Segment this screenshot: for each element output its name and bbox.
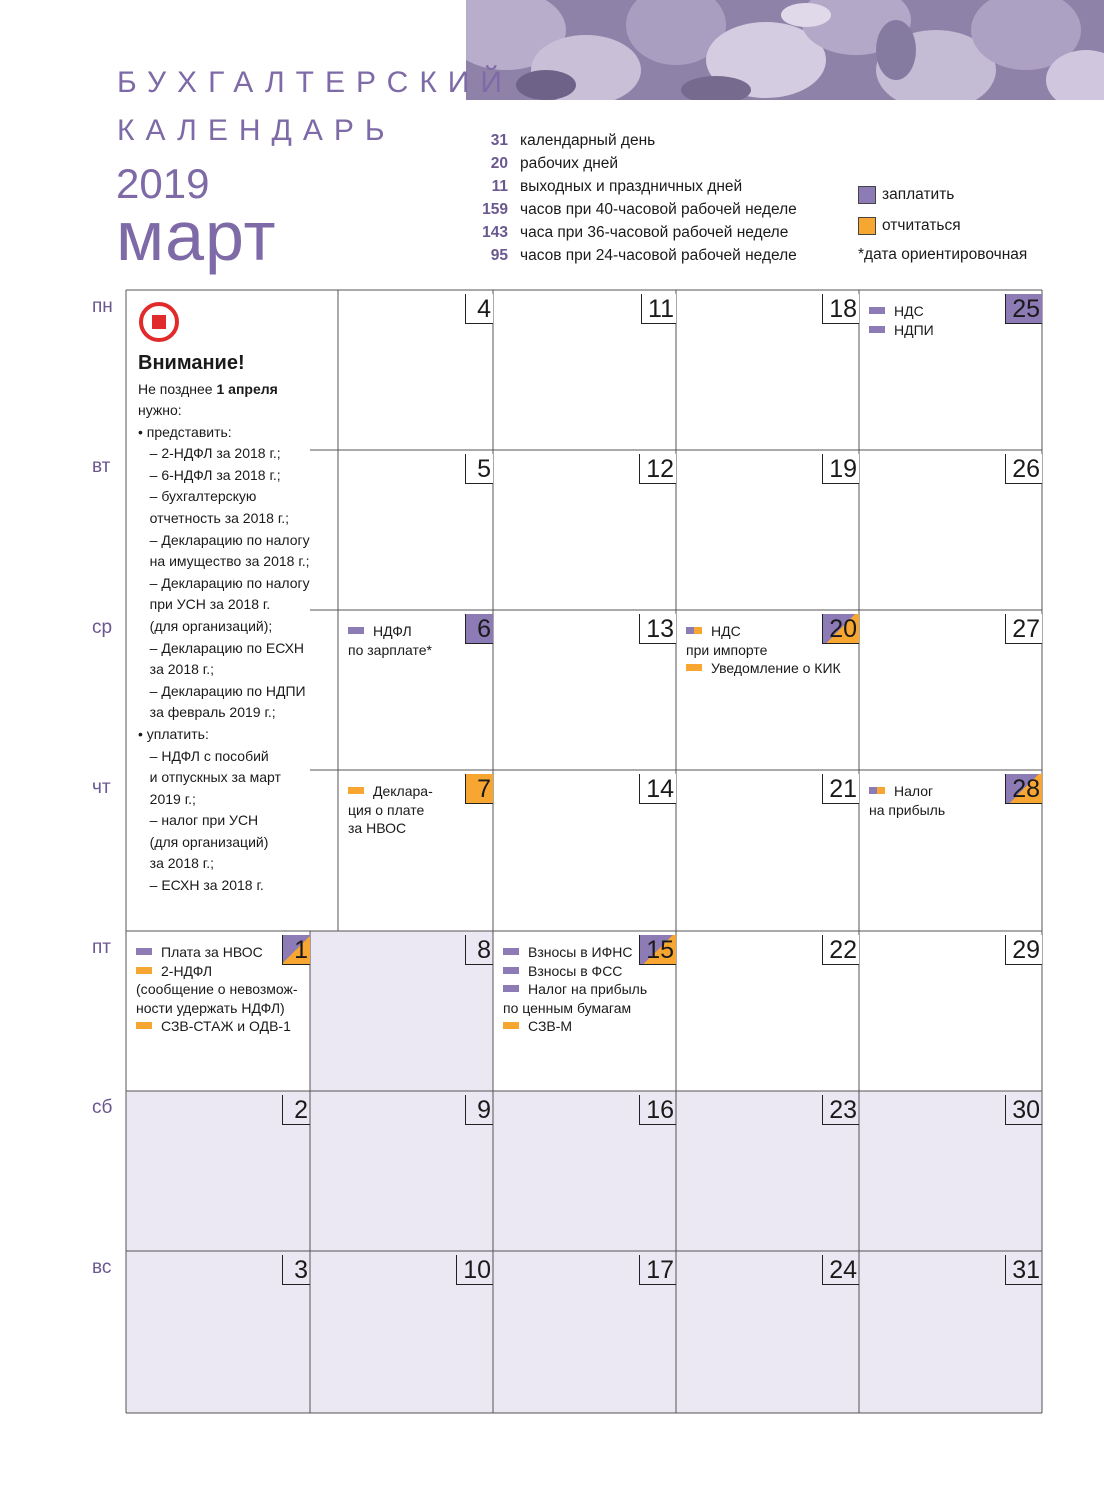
event-item	[503, 980, 647, 999]
event-text: Уведомление о КИК	[711, 660, 841, 676]
event-item	[136, 1017, 298, 1036]
event-item	[869, 782, 945, 801]
pay-marker-icon	[869, 326, 885, 333]
stat-label: рабочих дней	[520, 155, 619, 172]
report-marker-icon	[136, 1022, 152, 1029]
stat-label: выходных и праздничных дней	[520, 178, 743, 195]
event-text: НДС	[711, 623, 741, 639]
event-text: Плата за НВОС	[161, 944, 263, 960]
stat-number: 20	[490, 155, 508, 172]
day-cell-18	[676, 290, 859, 450]
day-number: 9	[465, 1095, 493, 1125]
stat-label: календарный день	[520, 132, 656, 149]
day-cell-24	[676, 1251, 859, 1413]
day-number: 20	[822, 614, 859, 644]
event-item	[348, 819, 433, 838]
day-cell-29	[859, 931, 1042, 1091]
dayname-wed: ср	[92, 617, 113, 638]
pay-marker-icon	[503, 948, 519, 955]
day-number: 25	[1005, 294, 1042, 324]
report-marker-icon	[136, 967, 152, 974]
day-number: 8	[465, 935, 493, 965]
stat-number: 31	[490, 132, 508, 149]
dayname-fri: пт	[92, 937, 111, 958]
dayname-mon: пн	[92, 296, 113, 317]
report-marker-icon	[348, 787, 364, 794]
day-cell-13	[493, 610, 676, 770]
day-cell-15	[493, 931, 676, 1091]
event-text: ности удержать НДФЛ)	[136, 999, 285, 1016]
stop-icon	[139, 302, 179, 342]
day-cell-26	[859, 450, 1042, 610]
event-text: Взносы в ФСС	[528, 962, 623, 979]
day-cell-21	[676, 770, 859, 931]
calendar-year: 2019	[116, 160, 210, 207]
event-text: (сообщение о невозмож-	[136, 981, 298, 997]
day-cell-27	[859, 610, 1042, 770]
day-events	[869, 302, 934, 339]
event-text: на прибыль	[869, 801, 946, 818]
event-text: Налог на прибыль	[528, 981, 648, 997]
day-number: 14	[639, 774, 676, 804]
legend-note: *дата ориентировочная	[858, 246, 1028, 263]
notice-title: Внимание!	[138, 352, 245, 374]
day-cell-5	[338, 450, 493, 610]
pay-marker-icon	[136, 948, 152, 955]
event-item	[348, 622, 432, 641]
day-cell-10	[310, 1251, 493, 1413]
day-number: 15	[639, 935, 676, 965]
day-cell-8	[310, 931, 493, 1091]
event-item	[503, 1017, 647, 1036]
day-number: 23	[822, 1095, 859, 1125]
day-cell-2	[126, 1091, 310, 1251]
event-text: 2-НДФЛ	[161, 962, 213, 979]
stat-label: часов при 24-часовой рабочей неделе	[520, 247, 797, 264]
day-cell-12	[493, 450, 676, 610]
report-marker-icon	[686, 664, 702, 671]
day-cell-28	[859, 770, 1042, 931]
notice-body: нужно: • представить: – 2-НДФЛ за 2018 г.; – 6-НДФЛ за 2018 г.; – бухгалтерскую отчетность за 2018 г.; – Декларацию по налогу на имущество за 2018 г.; – Декларацию по налогу при УСН за 2018 г. (для организаций); – Декларацию по ЕСХН за 2018 г.; – Декларацию по НДПИ за февраль 2019 г.; • уплатить: – НДФЛ с пособий и отпускных за март 2019 г.; – налог при УСН (для организаций) за 2018 г.; – ЕСХН за 2018 г.	[138, 402, 310, 894]
day-events	[503, 943, 647, 1036]
event-item	[136, 962, 298, 981]
dayname-thu: чт	[92, 777, 111, 798]
notice-lead-prefix: Не позднее	[138, 381, 217, 397]
event-text: при импорте	[686, 641, 768, 658]
stat-number: 11	[491, 178, 508, 195]
day-number: 22	[822, 935, 859, 965]
day-cell-20	[676, 610, 859, 770]
day-events	[686, 622, 841, 678]
day-number: 30	[1005, 1095, 1042, 1125]
day-cell-22	[676, 931, 859, 1091]
day-number: 3	[282, 1255, 310, 1285]
day-number: 7	[465, 774, 493, 804]
calendar-month: март	[116, 197, 277, 275]
day-number: 26	[1005, 454, 1042, 484]
day-events	[348, 622, 432, 659]
event-item	[503, 943, 647, 962]
day-number: 27	[1005, 614, 1042, 644]
notice-lead-date: 1 апреля	[216, 381, 278, 397]
stat-number: 143	[482, 224, 508, 241]
day-number: 19	[822, 454, 859, 484]
day-cell-11	[493, 290, 676, 450]
day-number: 16	[639, 1095, 676, 1125]
day-number: 29	[1005, 935, 1042, 965]
pay-report-marker-icon	[686, 627, 702, 634]
day-number: 18	[822, 294, 859, 324]
day-number: 11	[641, 294, 676, 324]
event-text: Деклара-	[373, 783, 433, 799]
event-text: НДС	[894, 303, 924, 319]
day-number: 10	[456, 1255, 493, 1285]
calendar-title-line2: КАЛЕНДАРЬ	[117, 114, 396, 147]
event-item	[686, 659, 841, 678]
day-cell-9	[310, 1091, 493, 1251]
event-text: Налог	[894, 783, 934, 799]
legend-report-label: отчитаться	[882, 217, 961, 234]
event-item	[503, 962, 647, 981]
event-item	[348, 801, 433, 820]
day-number: 12	[639, 454, 676, 484]
day-cell-7	[338, 770, 493, 931]
event-item	[136, 943, 298, 962]
day-cell-1	[126, 931, 310, 1091]
pay-report-marker-icon	[869, 787, 885, 794]
notice-box	[126, 290, 338, 931]
day-number: 2	[282, 1095, 310, 1125]
day-number: 1	[282, 935, 310, 965]
day-number: 28	[1005, 774, 1042, 804]
event-text: СЗВ-СТАЖ и ОДВ-1	[161, 1018, 291, 1034]
day-cell-17	[493, 1251, 676, 1413]
day-cell-30	[859, 1091, 1042, 1251]
event-text: по зарплате*	[348, 641, 432, 658]
event-item	[869, 801, 945, 820]
event-text: Взносы в ИФНС	[528, 944, 633, 960]
day-number: 5	[465, 454, 493, 484]
day-cell-14	[493, 770, 676, 931]
event-text: НДФЛ	[373, 623, 412, 639]
event-item	[348, 782, 433, 801]
day-number: 4	[465, 294, 493, 324]
day-events	[348, 782, 433, 838]
day-number: 13	[639, 614, 676, 644]
event-item	[136, 999, 298, 1018]
event-item	[686, 622, 841, 641]
day-number: 24	[822, 1255, 859, 1285]
dayname-sun: вс	[92, 1257, 112, 1278]
day-number: 17	[639, 1255, 676, 1285]
pay-marker-icon	[503, 967, 519, 974]
stat-label: часа при 36-часовой рабочей неделе	[520, 224, 789, 241]
day-cell-3	[126, 1251, 310, 1413]
day-events	[136, 943, 298, 1036]
day-cell-4	[338, 290, 493, 450]
pay-marker-icon	[348, 627, 364, 634]
day-cell-16	[493, 1091, 676, 1251]
day-number: 21	[822, 774, 859, 804]
day-events	[869, 782, 945, 819]
event-text: за НВОС	[348, 820, 407, 836]
dayname-tue: вт	[92, 456, 111, 477]
event-item	[503, 999, 647, 1018]
day-cell-25	[859, 290, 1042, 450]
day-cell-6	[338, 610, 493, 770]
pay-marker-icon	[869, 307, 885, 314]
pay-marker-icon	[503, 985, 519, 992]
day-cell-31	[859, 1251, 1042, 1413]
stat-number: 159	[482, 201, 508, 218]
day-number: 31	[1005, 1255, 1042, 1285]
event-item	[348, 641, 432, 660]
event-text: СЗВ-М	[528, 1018, 573, 1034]
stat-number: 95	[490, 247, 508, 264]
event-item	[686, 641, 841, 660]
day-number: 6	[465, 614, 493, 644]
legend-pay-label: заплатить	[882, 186, 955, 203]
dayname-sat: сб	[92, 1097, 113, 1118]
day-cell-19	[676, 450, 859, 610]
event-text: ция о плате	[348, 801, 425, 818]
calendar-title-line1: БУХГАЛТЕРСКИЙ	[117, 66, 513, 99]
stat-label: часов при 40-часовой рабочей неделе	[520, 201, 797, 218]
notice-lead	[138, 379, 278, 401]
event-item	[869, 302, 934, 321]
event-item	[136, 980, 298, 999]
report-marker-icon	[503, 1022, 519, 1029]
day-cell-23	[676, 1091, 859, 1251]
event-item	[869, 321, 934, 340]
event-text: НДПИ	[894, 321, 934, 338]
event-text: по ценным бумагам	[503, 999, 632, 1016]
